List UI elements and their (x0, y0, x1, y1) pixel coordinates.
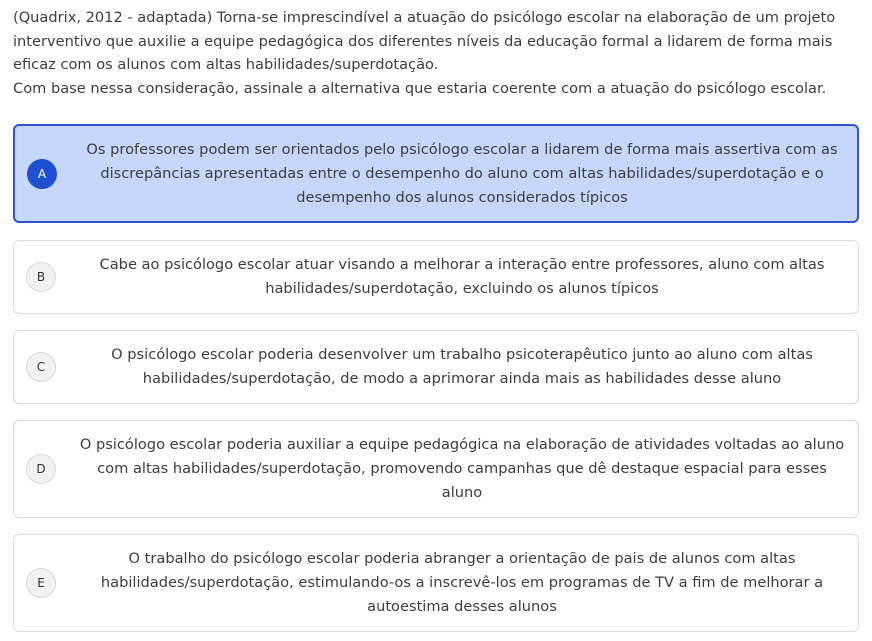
option-b[interactable] (13, 240, 859, 314)
option-a[interactable] (13, 124, 859, 223)
option-text: O trabalho do psicólogo escolar poderia abranger a orientação de pais de alunos com altas habilidades/superdotação, estimulando-os a inscrevê-los em programas de TV a fim de melhorar a autoestima desses alunos (100, 550, 824, 615)
option-text: O psicólogo escolar poderia desenvolver um trabalho psicoterapêutico junto ao aluno com altas habilidades/superdotação, de modo a aprimorar ainda mais as habilidades desse aluno (111, 346, 813, 387)
option-letter-badge: A (27, 159, 57, 189)
question-statement (13, 6, 859, 100)
option-text: Os professores podem ser orientados pelo psicólogo escolar a lidarem de forma mais assertiva com as discrepâncias apresentadas entre o desempenho do aluno com altas habilidades/superdotação e o desempenho dos alunos considerados típicos (86, 140, 838, 206)
option-letter-badge: B (26, 262, 56, 292)
option-letter-badge: E (26, 568, 56, 598)
option-d[interactable] (13, 420, 859, 518)
option-letter-badge: C (26, 352, 56, 382)
option-letter-badge: D (26, 454, 56, 484)
question-text: (Quadrix, 2012 - adaptada) Torna-se imprescindível a atuação do psicólogo escolar na elaboração de um projeto interventivo que auxilie a equipe pedagógica dos diferentes níveis da educação formal a lidarem de forma mais eficaz com os alunos com altas habilidades/superdotação. (13, 9, 836, 74)
option-text: Cabe ao psicólogo escolar atuar visando a melhorar a interação entre professores, aluno com altas habilidades/superdotação, excluindo os alunos típicos (99, 256, 825, 297)
option-e[interactable] (13, 534, 859, 632)
option-c[interactable] (13, 330, 859, 404)
question-prompt: Com base nessa consideração, assinale a alternativa que estaria coerente com a atuação do psicólogo escolar. (13, 79, 827, 97)
option-text: O psicólogo escolar poderia auxiliar a equipe pedagógica na elaboração de atividades voltadas ao aluno com altas habilidades/superdotação, promovendo campanhas que dê destaque espacial para esses aluno (79, 436, 845, 501)
